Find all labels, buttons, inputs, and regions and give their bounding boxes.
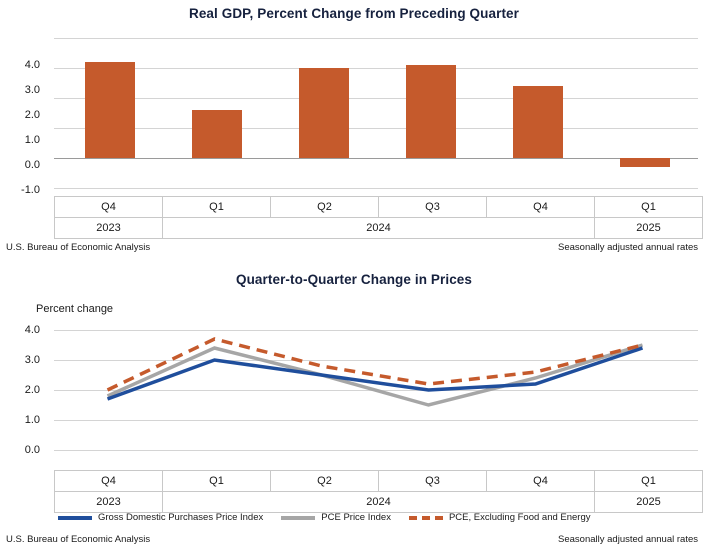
gridline-2 (54, 98, 698, 99)
chart-title-real-gdp: Real GDP, Percent Change from Preceding Quarter (188, 6, 520, 21)
gridline-3 (54, 68, 698, 69)
legend-label: PCE, Excluding Food and Energy (448, 512, 591, 523)
category-axis-bottom (54, 470, 703, 513)
y-tick-bot-1: 3.0 (24, 354, 40, 366)
y-tick-top-4: 0.0 (24, 159, 40, 171)
quarter-cell: Q1 (595, 471, 703, 492)
quarter-cell: Q4 (487, 471, 595, 492)
year-row-bottom (55, 492, 703, 513)
legend-label: PCE Price Index (321, 512, 391, 523)
real-gdp-plot-area (0, 26, 708, 196)
bar-q3-2024 (406, 65, 456, 158)
y-axis-label-prices: Percent change (36, 303, 114, 315)
bar-q4-2023 (85, 62, 135, 158)
legend-swatch-icon (281, 516, 315, 520)
quarter-cell: Q2 (271, 471, 379, 492)
year-cell: 2024 (163, 218, 595, 239)
y-tick-bot-2: 2.0 (24, 384, 40, 396)
legend-swatch-icon (58, 516, 92, 520)
y-tick-top-5: -1.0 (21, 184, 40, 196)
category-axis-top (54, 196, 703, 239)
year-cell: 2025 (595, 492, 703, 513)
legend-label: Gross Domestic Purchases Price Index (98, 512, 264, 523)
legend-item-pce-ex-food-energy (409, 512, 591, 523)
gridline-minus-1 (54, 188, 698, 189)
quarter-cell: Q4 (55, 197, 163, 218)
price-change-chart-panel (0, 270, 708, 549)
chart-title-prices: Quarter-to-Quarter Change in Prices (235, 272, 473, 287)
gridline-1 (54, 128, 698, 129)
real-gdp-chart-panel (0, 0, 708, 270)
legend-item-pce-price-index (281, 512, 391, 523)
gridline-zero (54, 158, 698, 159)
y-tick-top-3: 1.0 (24, 134, 40, 146)
year-cell: 2023 (55, 492, 163, 513)
legend-swatch-icon (409, 516, 443, 520)
quarter-cell: Q1 (595, 197, 703, 218)
gridline-4 (54, 38, 698, 39)
chart-legend (58, 512, 609, 523)
bar-q1-2025 (620, 158, 670, 167)
year-row-top (55, 218, 703, 239)
price-change-plot-area (0, 320, 708, 470)
source-note-top: U.S. Bureau of Economic Analysis (6, 242, 151, 253)
bar-q4-2024 (513, 86, 563, 158)
bar-q2-2024 (299, 68, 349, 158)
quarter-cell: Q4 (487, 197, 595, 218)
source-note-bottom: U.S. Bureau of Economic Analysis (6, 534, 151, 545)
quarter-row-top (55, 197, 703, 218)
price-lines-svg (0, 320, 708, 470)
quarter-cell: Q1 (163, 471, 271, 492)
rates-note-bottom: Seasonally adjusted annual rates (558, 534, 698, 545)
quarter-cell: Q3 (379, 197, 487, 218)
quarter-cell: Q3 (379, 471, 487, 492)
year-cell: 2023 (55, 218, 163, 239)
y-tick-top-0: 4.0 (24, 59, 40, 71)
year-cell: 2025 (595, 218, 703, 239)
y-tick-top-1: 3.0 (24, 84, 40, 96)
y-tick-bot-3: 1.0 (24, 414, 40, 426)
quarter-row-bottom (55, 471, 703, 492)
y-tick-bot-4: 0.0 (24, 444, 40, 456)
rates-note-top: Seasonally adjusted annual rates (558, 242, 698, 253)
quarter-cell: Q1 (163, 197, 271, 218)
quarter-cell: Q4 (55, 471, 163, 492)
year-cell: 2024 (163, 492, 595, 513)
bar-q1-2024 (192, 110, 242, 158)
legend-item-gross-domestic-purchases (58, 512, 263, 523)
quarter-cell: Q2 (271, 197, 379, 218)
y-tick-top-2: 2.0 (24, 109, 40, 121)
y-tick-bot-0: 4.0 (24, 324, 40, 336)
